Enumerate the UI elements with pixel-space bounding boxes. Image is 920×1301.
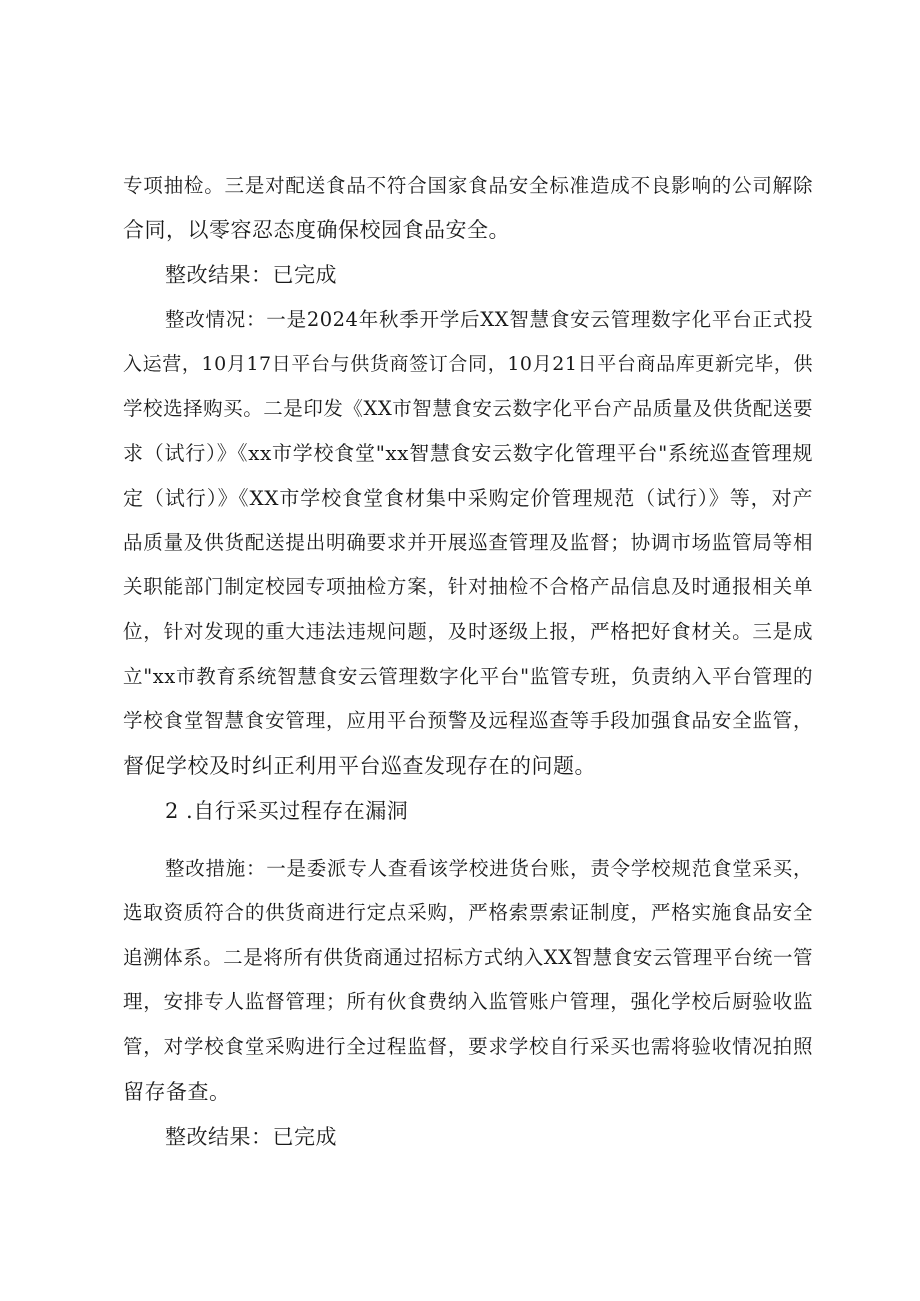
- paragraph-line: 位，针对发现的重大违法违规问题，及时逐级上报，严格把好食材关。三是成: [123, 620, 813, 643]
- paragraph-line: 管，对学校食堂采购进行全过程监督，要求学校自行采买也需将验收情况拍照: [123, 1035, 813, 1058]
- paragraph-line: 立"xx市教育系统智慧食安云管理数字化平台"监管专班，负责纳入平台管理的: [123, 665, 813, 688]
- section-heading: 2 .自行采买过程存在漏洞: [165, 799, 409, 823]
- paragraph-line: 追溯体系。二是将所有供货商通过招标方式纳入XX智慧食安云管理平台统一管: [123, 946, 813, 969]
- paragraph-line: 定（试行）》《XX市学校食堂食材集中采购定价管理规范（试行）》等，对产: [123, 486, 813, 510]
- paragraph-line: 理，安排专人监督管理；所有伙食费纳入监管账户管理，强化学校后厨验收监: [123, 990, 813, 1013]
- paragraph-line: 关职能部门制定校园专项抽检方案，针对抽检不合格产品信息及时通报相关单: [123, 575, 813, 598]
- paragraph-line: 督促学校及时纠正利用平台巡查发现存在的问题。: [123, 754, 596, 778]
- paragraph-line: 整改情况：一是2024年秋季开学后XX智慧食安云管理数字化平台正式投: [165, 308, 813, 331]
- paragraph-line: 留存备查。: [123, 1080, 231, 1104]
- paragraph-line: 学校选择购买。二是印发《XX市智慧食安云数字化平台产品质量及供货配送要: [123, 397, 813, 420]
- paragraph-line: 入运营，10月17日平台与供货商签订合同，10月21日平台商品库更新完毕，供: [123, 353, 813, 375]
- paragraph-line: 品质量及供货配送提出明确要求并开展巡查管理及监督；协调市场监管局等相: [123, 531, 813, 554]
- paragraph-line: 选取资质符合的供货商进行定点采购，严格索票索证制度，严格实施食品安全: [123, 901, 813, 924]
- paragraph-line: 求（试行）》《xx市学校食堂"xx智慧食安云数字化管理平台"系统巡查管理规: [123, 441, 813, 465]
- rectification-result: 整改结果：已完成: [165, 263, 337, 287]
- paragraph-line: 合同，以零容忍态度确保校园食品安全。: [123, 218, 510, 242]
- paragraph-line: 专项抽检。三是对配送食品不符合国家食品安全标准造成不良影响的公司解除: [123, 174, 813, 197]
- rectification-result: 整改结果：已完成: [165, 1125, 337, 1149]
- paragraph-line: 学校食堂智慧食安管理，应用平台预警及远程巡查等手段加强食品安全监管，: [123, 709, 813, 732]
- paragraph-line: 整改措施：一是委派专人查看该学校进货台账，责令学校规范食堂采买，: [165, 857, 813, 880]
